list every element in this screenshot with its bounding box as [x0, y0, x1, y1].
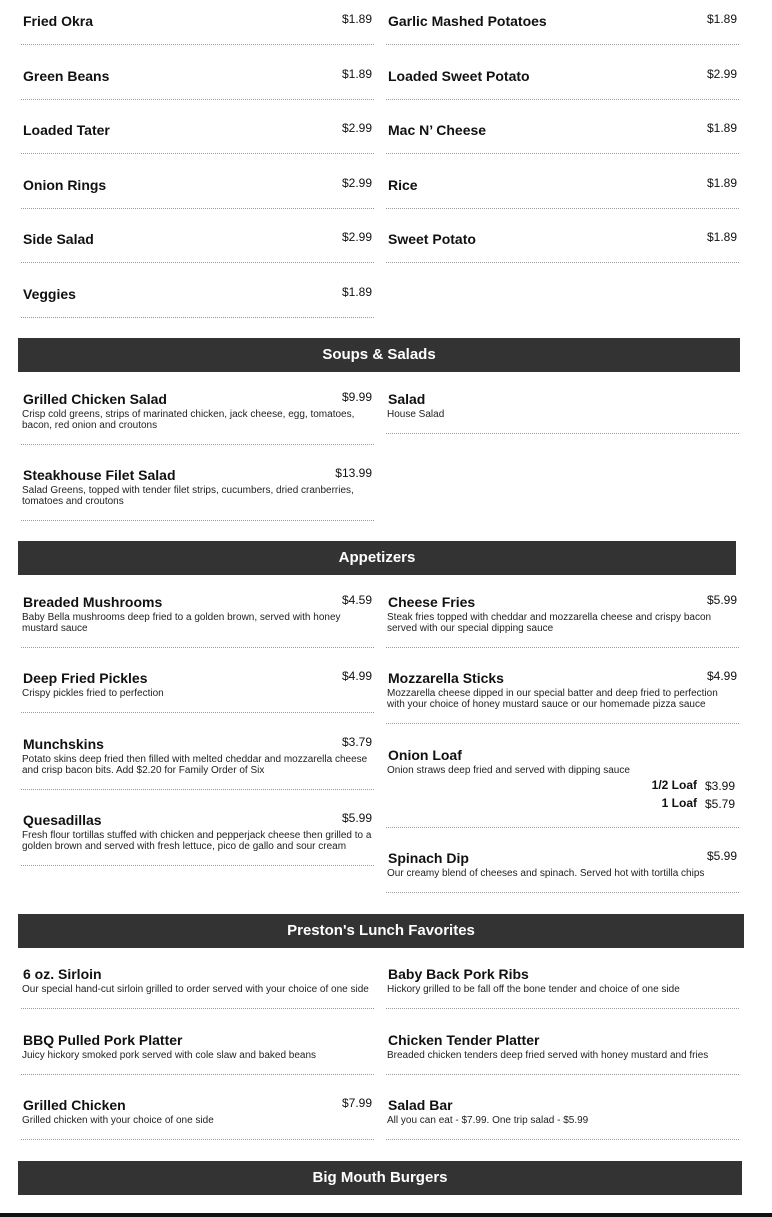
- item-price: $1.89: [341, 285, 372, 299]
- item-name: Spinach Dip: [388, 850, 469, 866]
- item-name: Green Beans: [23, 68, 110, 84]
- menu-item-onion-rings: [21, 176, 374, 209]
- item-name: Salad Bar: [388, 1097, 453, 1113]
- size-price: $5.79: [704, 797, 735, 811]
- item-description: Steak fries topped with cheddar and mozzarella cheese and crispy bacon served with our special dipping sauce: [387, 612, 712, 634]
- item-price: $1.89: [706, 12, 737, 26]
- item-name: Garlic Mashed Potatoes: [388, 13, 547, 29]
- item-price: $1.89: [706, 121, 737, 135]
- item-price: $4.99: [341, 669, 372, 683]
- item-name: Loaded Tater: [23, 122, 110, 138]
- menu-item-sweet-potato: [386, 230, 739, 263]
- item-description: Salad Greens, topped with tender filet strips, cucumbers, dried cranberries, tomatoes and croutons: [22, 485, 354, 507]
- item-description: Grilled chicken with your choice of one side: [22, 1115, 214, 1126]
- menu-item-6oz-sirloin: [21, 965, 374, 1009]
- item-name: Onion Rings: [23, 177, 107, 193]
- item-price: $13.99: [335, 466, 372, 480]
- size-options: [386, 778, 739, 818]
- menu-item-grilled-chicken: [21, 1096, 374, 1140]
- menu-item-chicken-tender-platter: [386, 1031, 739, 1075]
- item-name: Quesadillas: [23, 812, 102, 828]
- menu-item-bbq-pulled-pork-platter: [21, 1031, 374, 1075]
- item-name: Cheese Fries: [388, 594, 476, 610]
- item-price: $3.79: [341, 735, 372, 749]
- menu-item-onion-loaf: [386, 746, 739, 828]
- menu-item-veggies: [21, 285, 374, 318]
- item-name: Veggies: [23, 286, 76, 302]
- item-name: Rice: [388, 177, 418, 193]
- item-name: Steakhouse Filet Salad: [23, 467, 176, 483]
- item-name: Mac N’ Cheese: [388, 122, 487, 138]
- item-name: Onion Loaf: [388, 747, 462, 763]
- menu-item-mozzarella-sticks: [386, 669, 739, 724]
- menu-item-salad-bar: [386, 1096, 739, 1140]
- item-name: Loaded Sweet Potato: [388, 68, 530, 84]
- size-price: $3.99: [704, 779, 735, 793]
- item-price: $5.99: [706, 849, 737, 863]
- menu-item-breaded-mushrooms: [21, 593, 374, 648]
- item-name: BBQ Pulled Pork Platter: [23, 1032, 183, 1048]
- item-description: Breaded chicken tenders deep fried served with honey mustard and fries: [387, 1050, 709, 1061]
- menu-item-mac-n-cheese: [386, 121, 739, 154]
- menu-item-steakhouse-filet-salad: [21, 466, 374, 521]
- item-price: $2.99: [341, 176, 372, 190]
- item-price: $1.89: [706, 230, 737, 244]
- item-description: Juicy hickory smoked pork served with cole slaw and baked beans: [22, 1050, 317, 1061]
- item-description: Baby Bella mushrooms deep fried to a golden brown, served with honey mustard sauce: [22, 612, 341, 634]
- menu-item-baby-back-pork-ribs: [386, 965, 739, 1009]
- menu-item-grilled-chicken-salad: [21, 390, 374, 445]
- item-description: Potato skins deep fried then filled with melted cheddar and mozzarella cheese and crisp bacon bits. Add $2.20 for Family Order of Six: [22, 754, 368, 776]
- size-option-half-loaf: [386, 778, 739, 794]
- item-price: $2.99: [341, 121, 372, 135]
- item-price: $1.89: [341, 12, 372, 26]
- item-price: $5.99: [341, 811, 372, 825]
- item-price: $2.99: [341, 230, 372, 244]
- menu-item-fried-okra: [21, 12, 374, 45]
- section-heading-lunch-favorites: Preston's Lunch Favorites: [18, 914, 744, 948]
- item-description: Onion straws deep fried and served with dipping sauce: [387, 765, 630, 776]
- item-name: Chicken Tender Platter: [388, 1032, 540, 1048]
- item-price: $1.89: [706, 176, 737, 190]
- footer-rule: [0, 1213, 772, 1217]
- section-heading-soups-salads: Soups & Salads: [18, 338, 740, 372]
- item-description: Crisp cold greens, strips of marinated chicken, jack cheese, egg, tomatoes, bacon, red onion and croutons: [22, 409, 355, 431]
- item-description: Our creamy blend of cheeses and spinach. Served hot with tortilla chips: [387, 868, 705, 879]
- menu-item-deep-fried-pickles: [21, 669, 374, 713]
- section-heading-appetizers: Appetizers: [18, 541, 736, 575]
- size-label: 1 Loaf: [661, 796, 697, 810]
- item-price: $9.99: [341, 390, 372, 404]
- item-name: Side Salad: [23, 231, 94, 247]
- menu-item-cheese-fries: [386, 593, 739, 648]
- item-name: 6 oz. Sirloin: [23, 966, 102, 982]
- item-price: $4.99: [706, 669, 737, 683]
- size-option-full-loaf: [386, 796, 739, 812]
- menu-item-spinach-dip: [386, 849, 739, 893]
- menu-item-green-beans: [21, 67, 374, 100]
- size-label: 1/2 Loaf: [651, 778, 697, 792]
- item-description: Hickory grilled to be fall off the bone tender and choice of one side: [387, 984, 680, 995]
- item-description: Mozzarella cheese dipped in our special batter and deep fried to perfection with your choice of honey mustard sauce or our homemade pizza sauce: [387, 688, 718, 710]
- item-name: Sweet Potato: [388, 231, 476, 247]
- item-price: $7.99: [341, 1096, 372, 1110]
- item-description: All you can eat - $7.99. One trip salad - $5.99: [387, 1115, 589, 1126]
- menu-item-munchskins: [21, 735, 374, 790]
- menu-item-loaded-sweet-potato: [386, 67, 739, 100]
- item-price: $4.59: [341, 593, 372, 607]
- item-price: $1.89: [341, 67, 372, 81]
- menu-item-side-salad: [21, 230, 374, 263]
- item-name: Grilled Chicken Salad: [23, 391, 167, 407]
- item-name: Salad: [388, 391, 426, 407]
- menu-item-garlic-mashed-potatoes: [386, 12, 739, 45]
- item-description: Crispy pickles fried to perfection: [22, 688, 164, 699]
- item-description: House Salad: [387, 409, 445, 420]
- item-name: Grilled Chicken: [23, 1097, 126, 1113]
- item-name: Munchskins: [23, 736, 104, 752]
- item-name: Mozzarella Sticks: [388, 670, 504, 686]
- menu-item-quesadillas: [21, 811, 374, 866]
- item-price: $2.99: [706, 67, 737, 81]
- menu-item-salad: [386, 390, 739, 434]
- item-name: Baby Back Pork Ribs: [388, 966, 529, 982]
- item-name: Deep Fried Pickles: [23, 670, 148, 686]
- item-description: Our special hand-cut sirloin grilled to order served with your choice of one side: [22, 984, 369, 995]
- section-heading-burgers: Big Mouth Burgers: [18, 1161, 742, 1195]
- item-name: Breaded Mushrooms: [23, 594, 163, 610]
- menu-item-loaded-tater: [21, 121, 374, 154]
- item-description: Fresh flour tortillas stuffed with chicken and pepperjack cheese then grilled to a golden brown and served with fresh lettuce, pico de gallo and sour cream: [22, 830, 372, 852]
- item-price: $5.99: [706, 593, 737, 607]
- menu-item-rice: [386, 176, 739, 209]
- item-name: Fried Okra: [23, 13, 94, 29]
